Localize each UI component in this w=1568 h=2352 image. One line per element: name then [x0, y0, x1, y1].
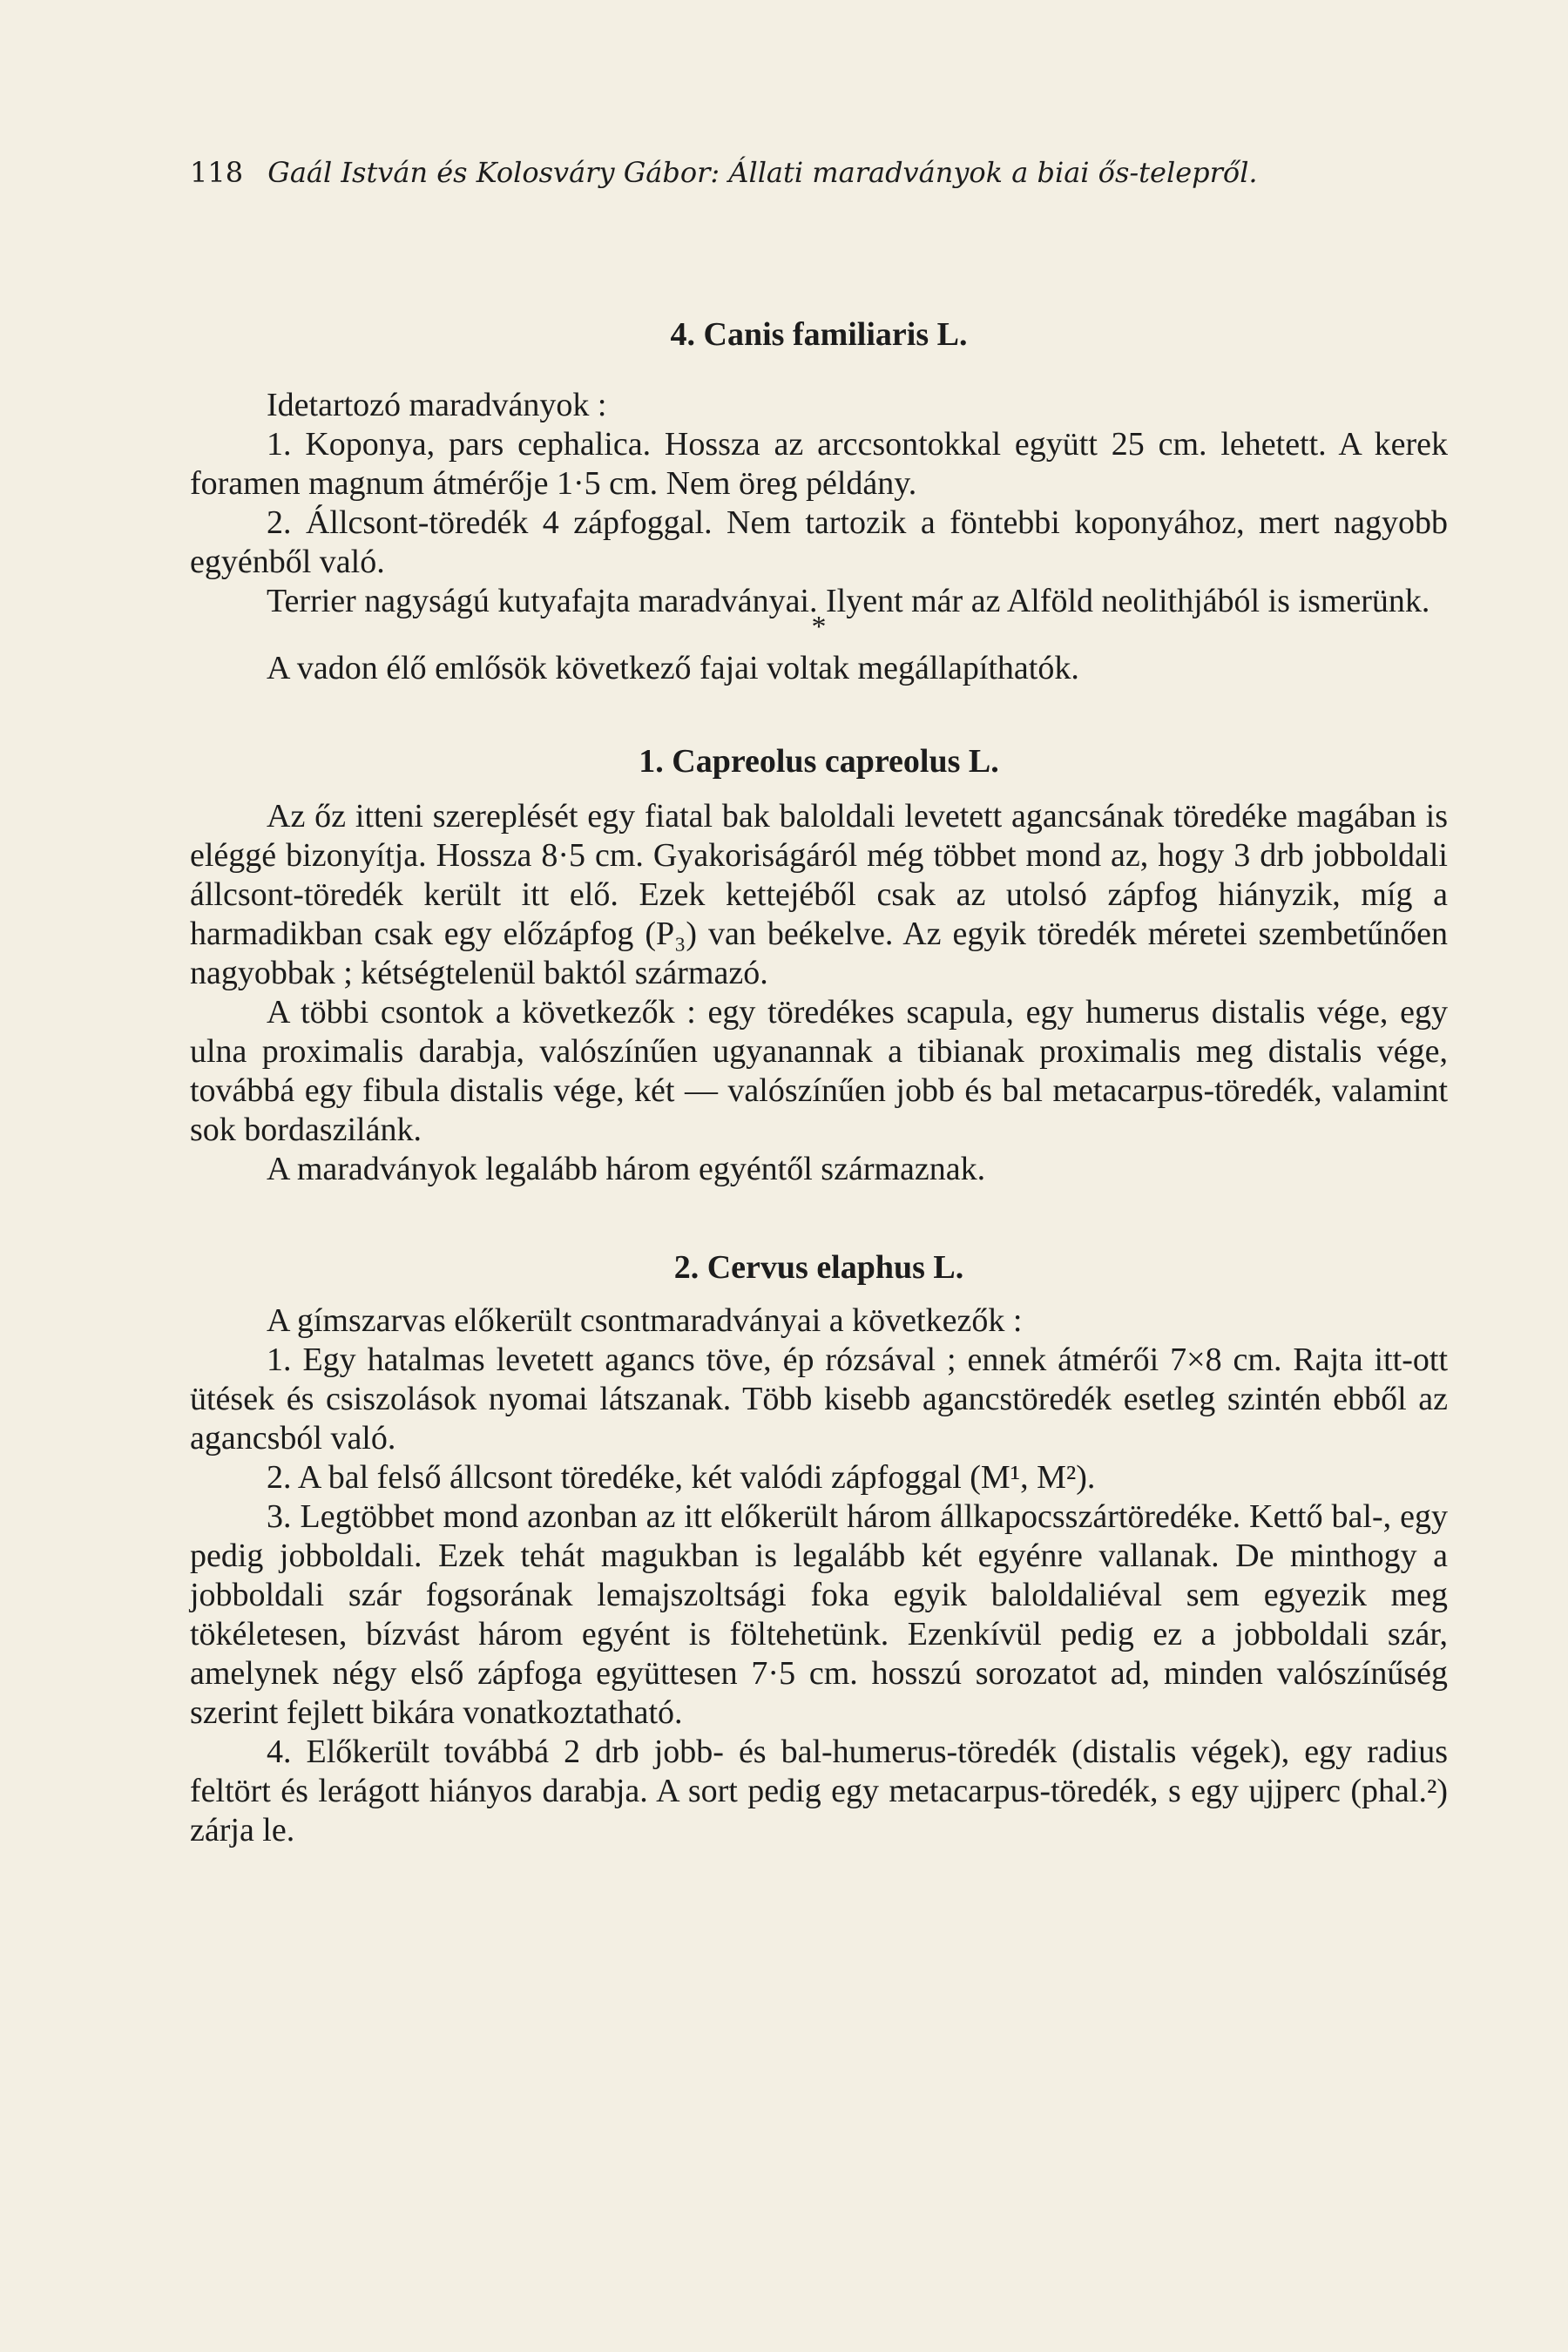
- section-heading-cervus: 2. Cervus elaphus L.: [673, 1249, 964, 1286]
- wild-species-intro: A vadon élő emlősök következő fajai voltak megállapíthatók.: [267, 650, 1079, 686]
- running-title: Gaál István és Kolosváry Gábor: Állati maradványok a biai ős-telepről.: [267, 156, 1258, 189]
- section-heading-canis: 4. Canis familiaris L.: [670, 316, 968, 353]
- cervus-paragraph-4: 3. Legtöbbet mond azonban az itt előkerült három állkapocsszártöredéke. Kettő bal-, egy pedig jobboldali. Ezek tehát magukban is legalább két egyénre vallanak. De minthogy a jobboldali szár fogsorának lemajszoltsági foka egyik baloldaliéval sem egyezik meg tökéletesen, bízvást három egyént is föltehetünk. Ezenkívül pedig ez a jobboldali szár, amelynek négy első zápfoga együttesen 7·5 cm. hosszú sorozatot ad, minden valószínűség szerint fejlett bikára vonatkoztatható.: [190, 1498, 1448, 1731]
- page-header: [190, 155, 1427, 190]
- capreolus-paragraph-2: A többi csontok a következők : egy töredékes scapula, egy humerus distalis vége, egy ulna proximalis darabja, valószínűen ugyanannak a tibianak proximalis meg distalis vége, továbbá egy fibula distalis vége, két — valószínűen jobb és bal metacarpus-töredék, valamint sok bordaszilánk.: [190, 994, 1448, 1148]
- cervus-paragraph-3: 2. A bal felső állcsont töredéke, két valódi zápfoggal (M¹, M²).: [267, 1459, 1096, 1496]
- section-divider: *: [811, 611, 827, 643]
- canis-paragraph-2: 1. Koponya, pars cephalica. Hossza az arccsontokkal együtt 25 cm. lehetett. A kerek foramen magnum átmérője 1·5 cm. Nem öreg példány.: [190, 426, 1448, 502]
- canis-paragraph-1: Idetartozó maradványok :: [267, 387, 607, 423]
- page-body: [190, 315, 1448, 1850]
- capreolus-paragraph-3: A maradványok legalább három egyéntől származnak.: [267, 1151, 986, 1187]
- section-heading-capreolus: 1. Capreolus capreolus L.: [639, 743, 999, 780]
- canis-paragraph-4: Terrier nagyságú kutyafajta maradványai. Ilyent már az Alföld neolithjából is ismerünk.: [267, 583, 1430, 619]
- cervus-paragraph-1: A gímszarvas előkerült csontmaradványai a következők :: [267, 1302, 1023, 1339]
- cervus-paragraph-5: 4. Előkerült továbbá 2 drb jobb- és bal-humerus-töredék (distalis végek), egy radius feltört és lerágott hiányos darabja. A sort pedig egy metacarpus-töredék, s egy ujjperc (phal.²) zárja le.: [190, 1734, 1448, 1848]
- capreolus-paragraph-1: Az őz itteni szereplését egy fiatal bak baloldali levetett agancsának töredéke magában is eléggé bizonyítja. Hossza 8·5 cm. Gyakoriságáról még többet mond az, hogy 3 drb jobboldali állcsont-töredék került itt elő. Ezek kettejéből csak az utolsó zápfog hiányzik, míg a harmadikban csak egy előzápfog (P₃) van beékelve. Az egyik töredék méretei szembetűnően nagyobbak ; kétségtelenül baktól származó.: [190, 798, 1448, 991]
- cervus-paragraph-2: 1. Egy hatalmas levetett agancs töve, ép rózsával ; ennek átmérői 7×8 cm. Rajta itt-ott ütések és csiszolások nyomai látszanak. Több kisebb agancstöredék esetleg szintén ebből az agancsból való.: [190, 1342, 1448, 1456]
- page-number: 118: [190, 156, 244, 189]
- canis-paragraph-3: 2. Állcsont-töredék 4 zápfoggal. Nem tartozik a föntebbi koponyához, mert nagyobb egyénből való.: [190, 504, 1448, 580]
